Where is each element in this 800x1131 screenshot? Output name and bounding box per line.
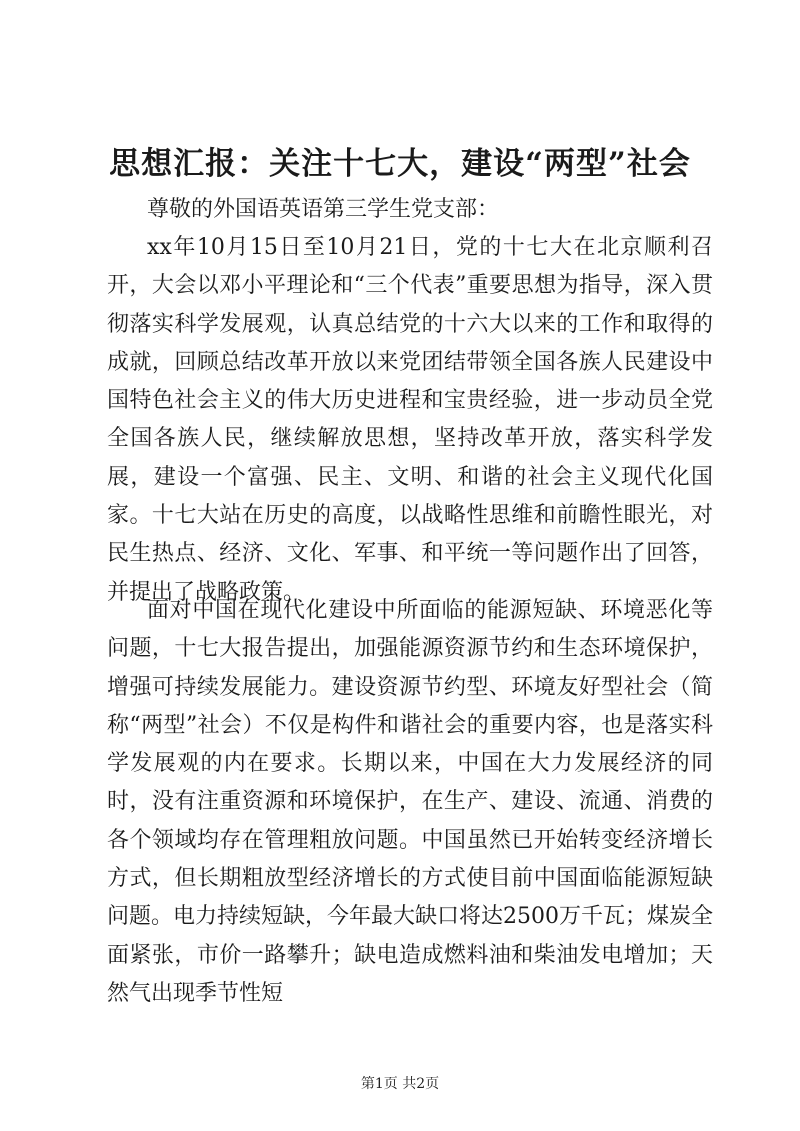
paragraph-2 xyxy=(107,592,713,1013)
paragraph-1 xyxy=(107,229,713,612)
salutation: 尊敬的外国语英语第三学生党支部： xyxy=(147,197,500,222)
document-title: 思想汇报：关注十七大，建设“两型”社会 xyxy=(109,146,691,182)
paragraph-text: 面对中国在现代化建设中所面临的能源短缺、环境恶化等问题，十七大报告提出，加强能源资源节约和生态环境保护，增强可持续发展能力。建设资源节约型、环境友好型社会（简称“两型”社会）不仅是构件和谐社会的重要内容，也是落实科学发展观的内在要求。长期以来，中国在大力发展经济的同时，没有注重资源和环境保护，在生产、建设、流通、消费的各个领域均存在管理粗放问题。中国虽然已开始转变经济增长方式，但长期粗放型经济增长的方式使目前中国面临能源短缺问题。电力持续短缺，今年最大缺口将达2500万千瓦；煤炭全面紧张，市价一路攀升；缺电造成燃料油和柴油发电增加；天然气出现季节性短 xyxy=(107,598,713,1006)
paragraph-text: xx年10月15日至10月21日，党的十七大在北京顺利召开，大会以邓小平理论和“三个代表”重要思想为指导，深入贯彻落实科学发展观，认真总结党的十六大以来的工作和取得的成就，回顾总结改革开放以来党团结带领全国各族人民建设中国特色社会主义的伟大历史进程和宝贵经验，进一步动员全党全国各族人民，继续解放思想，坚持改革开放，落实科学发展，建设一个富强、民主、文明、和谐的社会主义现代化国家。十七大站在历史的高度，以战略性思维和前瞻性眼光，对民生热点、经济、文化、军事、和平统一等问题作出了回答，并提出了战略政策。 xyxy=(107,235,713,605)
page-footer: 第1页 共2页 xyxy=(360,1076,440,1092)
